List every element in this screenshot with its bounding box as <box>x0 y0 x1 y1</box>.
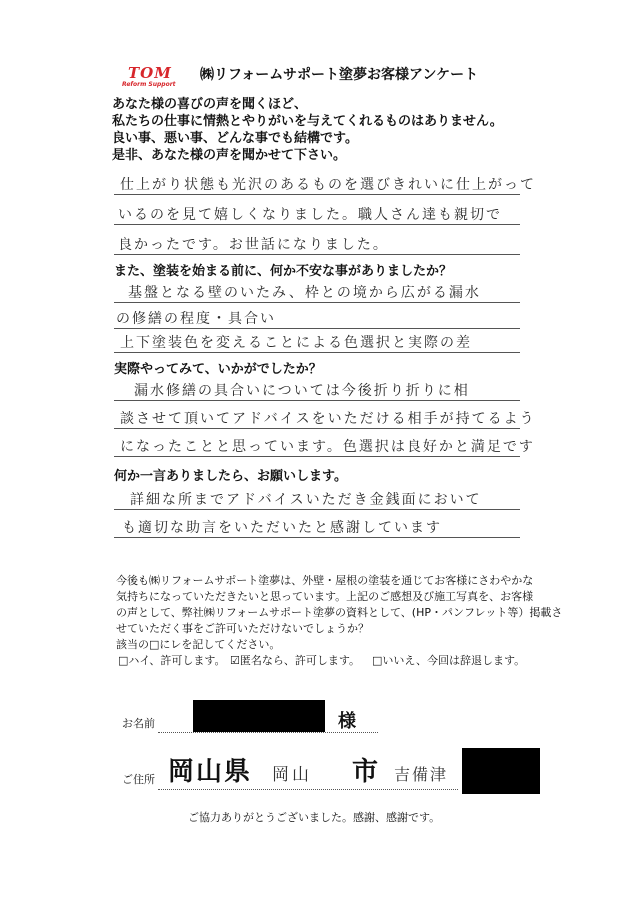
intro-line: 私たちの仕事に情熱とやりがいを与えてくれるものはありません。 <box>112 114 503 129</box>
notice-line: の声として、弊社㈱リフォームサポート塗夢の資料として、(HP・パンフレット等）掲載さ <box>116 606 563 619</box>
answer-rule <box>114 194 520 195</box>
consent-option-anonymous[interactable]: ☑匿名なら、許可します。 <box>230 654 360 667</box>
handwritten-line: も適切な助言をいただいたと感謝しています <box>122 520 442 536</box>
answer1-box <box>114 166 536 266</box>
address-prefecture: 岡山県 <box>168 757 253 787</box>
question4-box <box>114 465 520 555</box>
logo-mark: TOM <box>128 64 172 82</box>
name-honorific: 様 <box>338 711 356 732</box>
answer-rule <box>114 254 520 255</box>
address-label: ご住所 <box>122 773 155 786</box>
intro-line: あなた様の喜びの声を聞くほど、 <box>112 97 308 112</box>
question2-label: また、塗装を始まる前に、何か不安な事がありましたか？ <box>114 264 453 279</box>
handwritten-line: 基盤となる壁のいたみ、枠との境から広がる漏水 <box>128 285 481 301</box>
handwritten-line: いるのを見て嬉しくなりました。職人さん達も親切で <box>118 207 502 223</box>
answer-rule <box>114 537 520 538</box>
answer-rule <box>114 428 520 429</box>
handwritten-line: 仕上がり状態も光沢のあるものを選びきれいに仕上がって <box>120 177 536 193</box>
handwritten-line: 談させて頂いてアドバイスをいただける相手が持てるよう <box>120 411 536 427</box>
consent-option-yes[interactable]: □ハイ、許可します。 <box>118 654 226 667</box>
answer-rule <box>114 302 520 303</box>
answer-rule <box>114 352 520 353</box>
logo-subtitle: Reform Support <box>122 81 176 88</box>
consent-option-no[interactable]: □いいえ、今回は辞退します。 <box>372 654 526 667</box>
handwritten-line: になったことと思っています。色選択は良好かと満足です <box>120 439 535 455</box>
question2-box <box>114 260 520 360</box>
name-label: お名前 <box>122 717 155 730</box>
notice-line: 該当の□にレを記してください。 <box>116 638 281 651</box>
handwritten-line: 上下塗装色を変えることによる色選択と実際の差 <box>120 335 472 351</box>
address-rule <box>158 789 458 790</box>
survey-title: ㈱リフォームサポート塗夢お客様アンケート <box>200 67 479 83</box>
name-redaction <box>193 700 325 732</box>
answer-rule <box>114 328 520 329</box>
name-rule <box>158 732 378 733</box>
address-city-suffix: 市 <box>352 757 379 787</box>
notice-line: 今後も㈱リフォームサポート塗夢は、外壁・屋根の塗装を通じてお客様にさわやかな <box>116 574 534 587</box>
question4-label: 何か一言ありましたら、お願いします。 <box>114 469 347 484</box>
company-logo <box>118 64 188 94</box>
address-town-handwritten: 吉備津 <box>394 765 449 784</box>
question3-label: 実際やってみて、いかがでしたか？ <box>114 362 322 377</box>
answer-rule <box>114 400 520 401</box>
handwritten-line: 漏水修繕の具合いについては今後折り折りに相 <box>134 383 470 399</box>
handwritten-line: 詳細な所までアドバイスいただき金銭面において <box>130 492 482 508</box>
thanks-message: ご協力ありがとうございました。感謝、感謝です。 <box>188 811 441 824</box>
handwritten-line: の修繕の程度・具合い <box>116 311 276 327</box>
address-city-handwritten: 岡山 <box>272 765 312 785</box>
notice-line: せていただく事をご許可いただけないでしょうか？ <box>116 622 369 635</box>
handwritten-line: 良かったです。お世話になりました。 <box>118 237 389 253</box>
intro-line: 是非、あなた様の声を聞かせて下さい。 <box>112 148 347 163</box>
notice-line: 気持ちになっていただきたいと思っています。上記のご感想及び施工写真を、お客様 <box>116 590 534 603</box>
permission-request-text <box>116 573 562 653</box>
intro-line: 良い事、悪い事、どんな事でも結構です。 <box>112 131 358 146</box>
intro-text <box>112 96 503 164</box>
answer-rule <box>114 509 520 510</box>
answer-rule <box>114 456 520 457</box>
question3-box <box>114 358 536 458</box>
answer-rule <box>114 224 520 225</box>
address-redaction <box>462 748 540 794</box>
